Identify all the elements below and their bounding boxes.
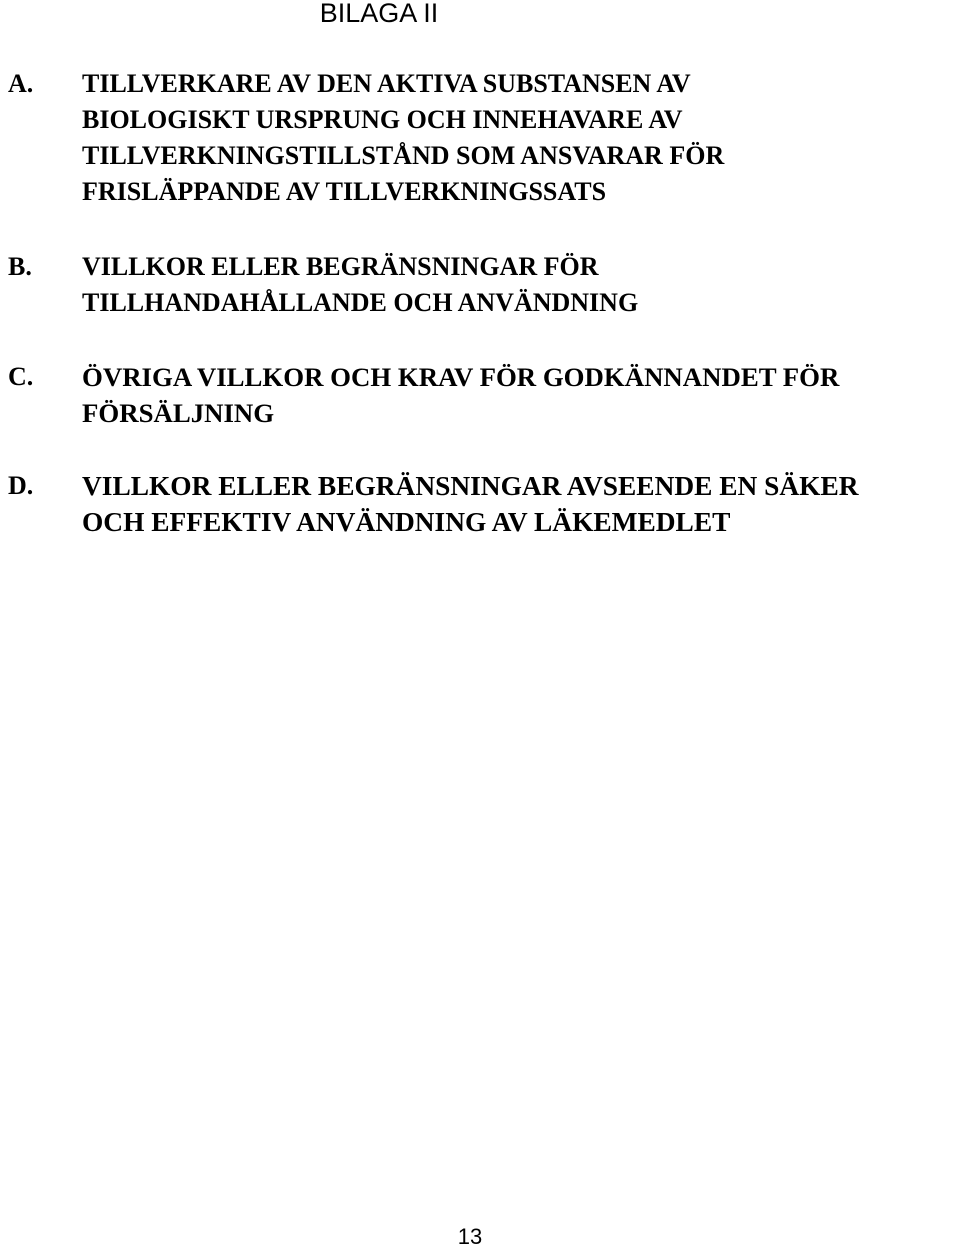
heading-line: FÖRSÄLJNING (82, 398, 275, 428)
section-letter: B. (8, 252, 32, 281)
section-heading (82, 359, 960, 431)
section-heading (82, 468, 960, 540)
section-letter: D. (8, 471, 34, 500)
heading-line: OCH EFFEKTIV ANVÄNDNING AV LÄKEMEDLET (82, 507, 731, 537)
heading-line: VILLKOR ELLER BEGRÄNSNINGAR FÖR (82, 252, 599, 281)
heading-line: TILLVERKARE AV DEN AKTIVA SUBSTANSEN AV (82, 69, 691, 98)
heading-line: BIOLOGISKT URSPRUNG OCH INNEHAVARE AV (82, 105, 683, 134)
section-heading (82, 66, 960, 210)
heading-line: TILLVERKNINGSTILLSTÅND SOM ANSVARAR FÖR (82, 141, 725, 170)
annex-title: BILAGA II (319, 0, 439, 28)
page-number: 13 (457, 1224, 483, 1249)
heading-line: VILLKOR ELLER BEGRÄNSNINGAR AVSEENDE EN SÄKER (82, 471, 859, 501)
section-heading (82, 249, 960, 321)
section-letter: C. (8, 362, 34, 391)
heading-line: ÖVRIGA VILLKOR OCH KRAV FÖR GODKÄNNANDET FÖR (82, 362, 840, 392)
heading-line: FRISLÄPPANDE AV TILLVERKNINGSSATS (82, 177, 607, 206)
heading-line: TILLHANDAHÅLLANDE OCH ANVÄNDNING (82, 288, 639, 317)
section-letter: A. (8, 69, 34, 98)
